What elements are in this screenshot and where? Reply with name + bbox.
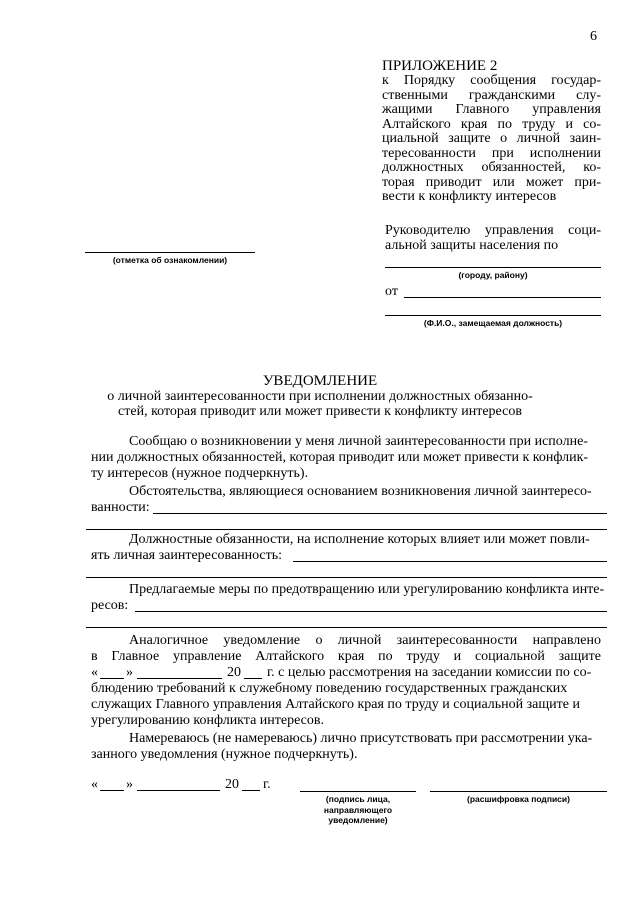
notice-subtitle-2: стей, которая приводит или может привести к конфликту интересов [118,404,522,419]
measures-field-2[interactable] [86,627,607,628]
measures-field[interactable] [135,611,607,612]
acquaintance-caption: (отметка об ознакомлении) [112,255,228,265]
sig-year-prefix: 20 [225,777,239,792]
circumstances-field[interactable] [153,513,607,514]
p5-month-field[interactable] [137,678,222,679]
appendix-line: тересованности при исполнении [382,145,601,161]
appendix-line: жащими Главного управления [382,102,601,117]
p5-line-2: в Главное управление Алтайского края по труду и социальной защите [91,649,601,664]
appendix-line: Алтайского края по труду и со- [382,116,601,132]
from-label: от [385,284,398,299]
signature-caption [300,794,416,826]
appendix-line: ственными гражданскими слу- [382,87,601,103]
p5-open-quote: « [91,665,98,680]
appendix-text [382,74,601,205]
addressee-line-1: Руководителю управления соци- [385,223,601,238]
p5-line-5: служащих Главного управления Алтайского края по труду и социальной защите и [91,697,580,712]
city-line [385,267,601,268]
p5-day-field[interactable] [100,678,124,679]
sig-close-quote: » [126,777,133,792]
p5-line-3: г. с целью рассмотрения на заседании комиссии по со- [267,665,592,680]
duties-field-2[interactable] [86,577,607,578]
p6-line-2: занного уведомления (нужное подчеркнуть). [91,747,358,762]
notice-title: УВЕДОМЛЕНИЕ [262,373,378,389]
notice-subtitle-1: о личной заинтересованности при исполнении должностных обязанно- [107,389,533,404]
appendix-line: торая приводит или может при- [382,174,601,190]
p4-line-1: Предлагаемые меры по предотвращению или урегулированию конфликта инте- [129,582,605,597]
p6-line-1: Намереваюсь (не намереваюсь) лично присутствовать при рассмотрении ука- [129,731,593,746]
p2-line-2: ванности: [91,500,150,515]
signature-decode-field[interactable] [430,791,607,792]
p1-line-3: ту интересов (нужное подчеркнуть). [91,466,309,481]
fio-line [385,315,601,316]
p1-line-2: нии должностных обязанностей, которая приводит или может привести к конфлик- [91,450,589,465]
duties-field[interactable] [293,561,607,562]
sig-year-field[interactable] [242,790,260,791]
circumstances-field-2[interactable] [86,529,607,530]
sig-day-field[interactable] [100,790,124,791]
appendix-line: циальной защите о личной заин- [382,131,601,146]
p4-line-2: ресов: [91,598,129,613]
sig-open-quote: « [91,777,98,792]
fio-caption: (Ф.И.О., замещаемая должность) [423,318,563,328]
signature-decode-caption: (расшифровка подписи) [467,794,570,804]
p3-line-2: ять личная заинтересованность: [91,548,283,563]
appendix-title: ПРИЛОЖЕНИЕ 2 [382,58,498,74]
p5-close-quote: » [126,665,133,680]
sig-year-suffix: г. [263,777,271,792]
p5-line-1: Аналогичное уведомление о личной заинтересованности направлено [129,633,601,648]
appendix-line: вести к конфликту интересов [382,189,557,204]
p5-line-4: блюдению требований к служебному поведению государственных гражданских [91,681,568,696]
signature-caption-1: (подпись лица, [325,794,391,804]
signature-field[interactable] [300,791,416,792]
addressee-line-2: альной защиты населения по [385,238,559,253]
p5-line-6: урегулированию конфликта интересов. [91,713,325,728]
p1-line-1: Сообщаю о возникновении у меня личной заинтересованности при исполне- [129,434,588,449]
city-caption: (городу, району) [458,270,528,280]
sig-month-field[interactable] [137,790,220,791]
signature-caption-2: направляющего [323,804,393,815]
acquaintance-line [85,252,255,253]
appendix-block [382,58,601,205]
p2-line-1: Обстоятельства, являющиеся основанием возникновения личной заинтересо- [129,484,592,499]
p5-year-prefix: 20 [227,665,241,680]
p5-year-field[interactable] [244,678,262,679]
from-line [404,297,601,298]
appendix-line: должностных обязанностей, ко- [382,160,601,175]
page-number: 6 [590,29,597,44]
signature-caption-3: уведомление) [328,815,388,825]
appendix-line: к Порядку сообщения государ- [382,73,601,88]
p3-line-1: Должностные обязанности, на исполнение которых влияет или может повли- [129,532,590,547]
